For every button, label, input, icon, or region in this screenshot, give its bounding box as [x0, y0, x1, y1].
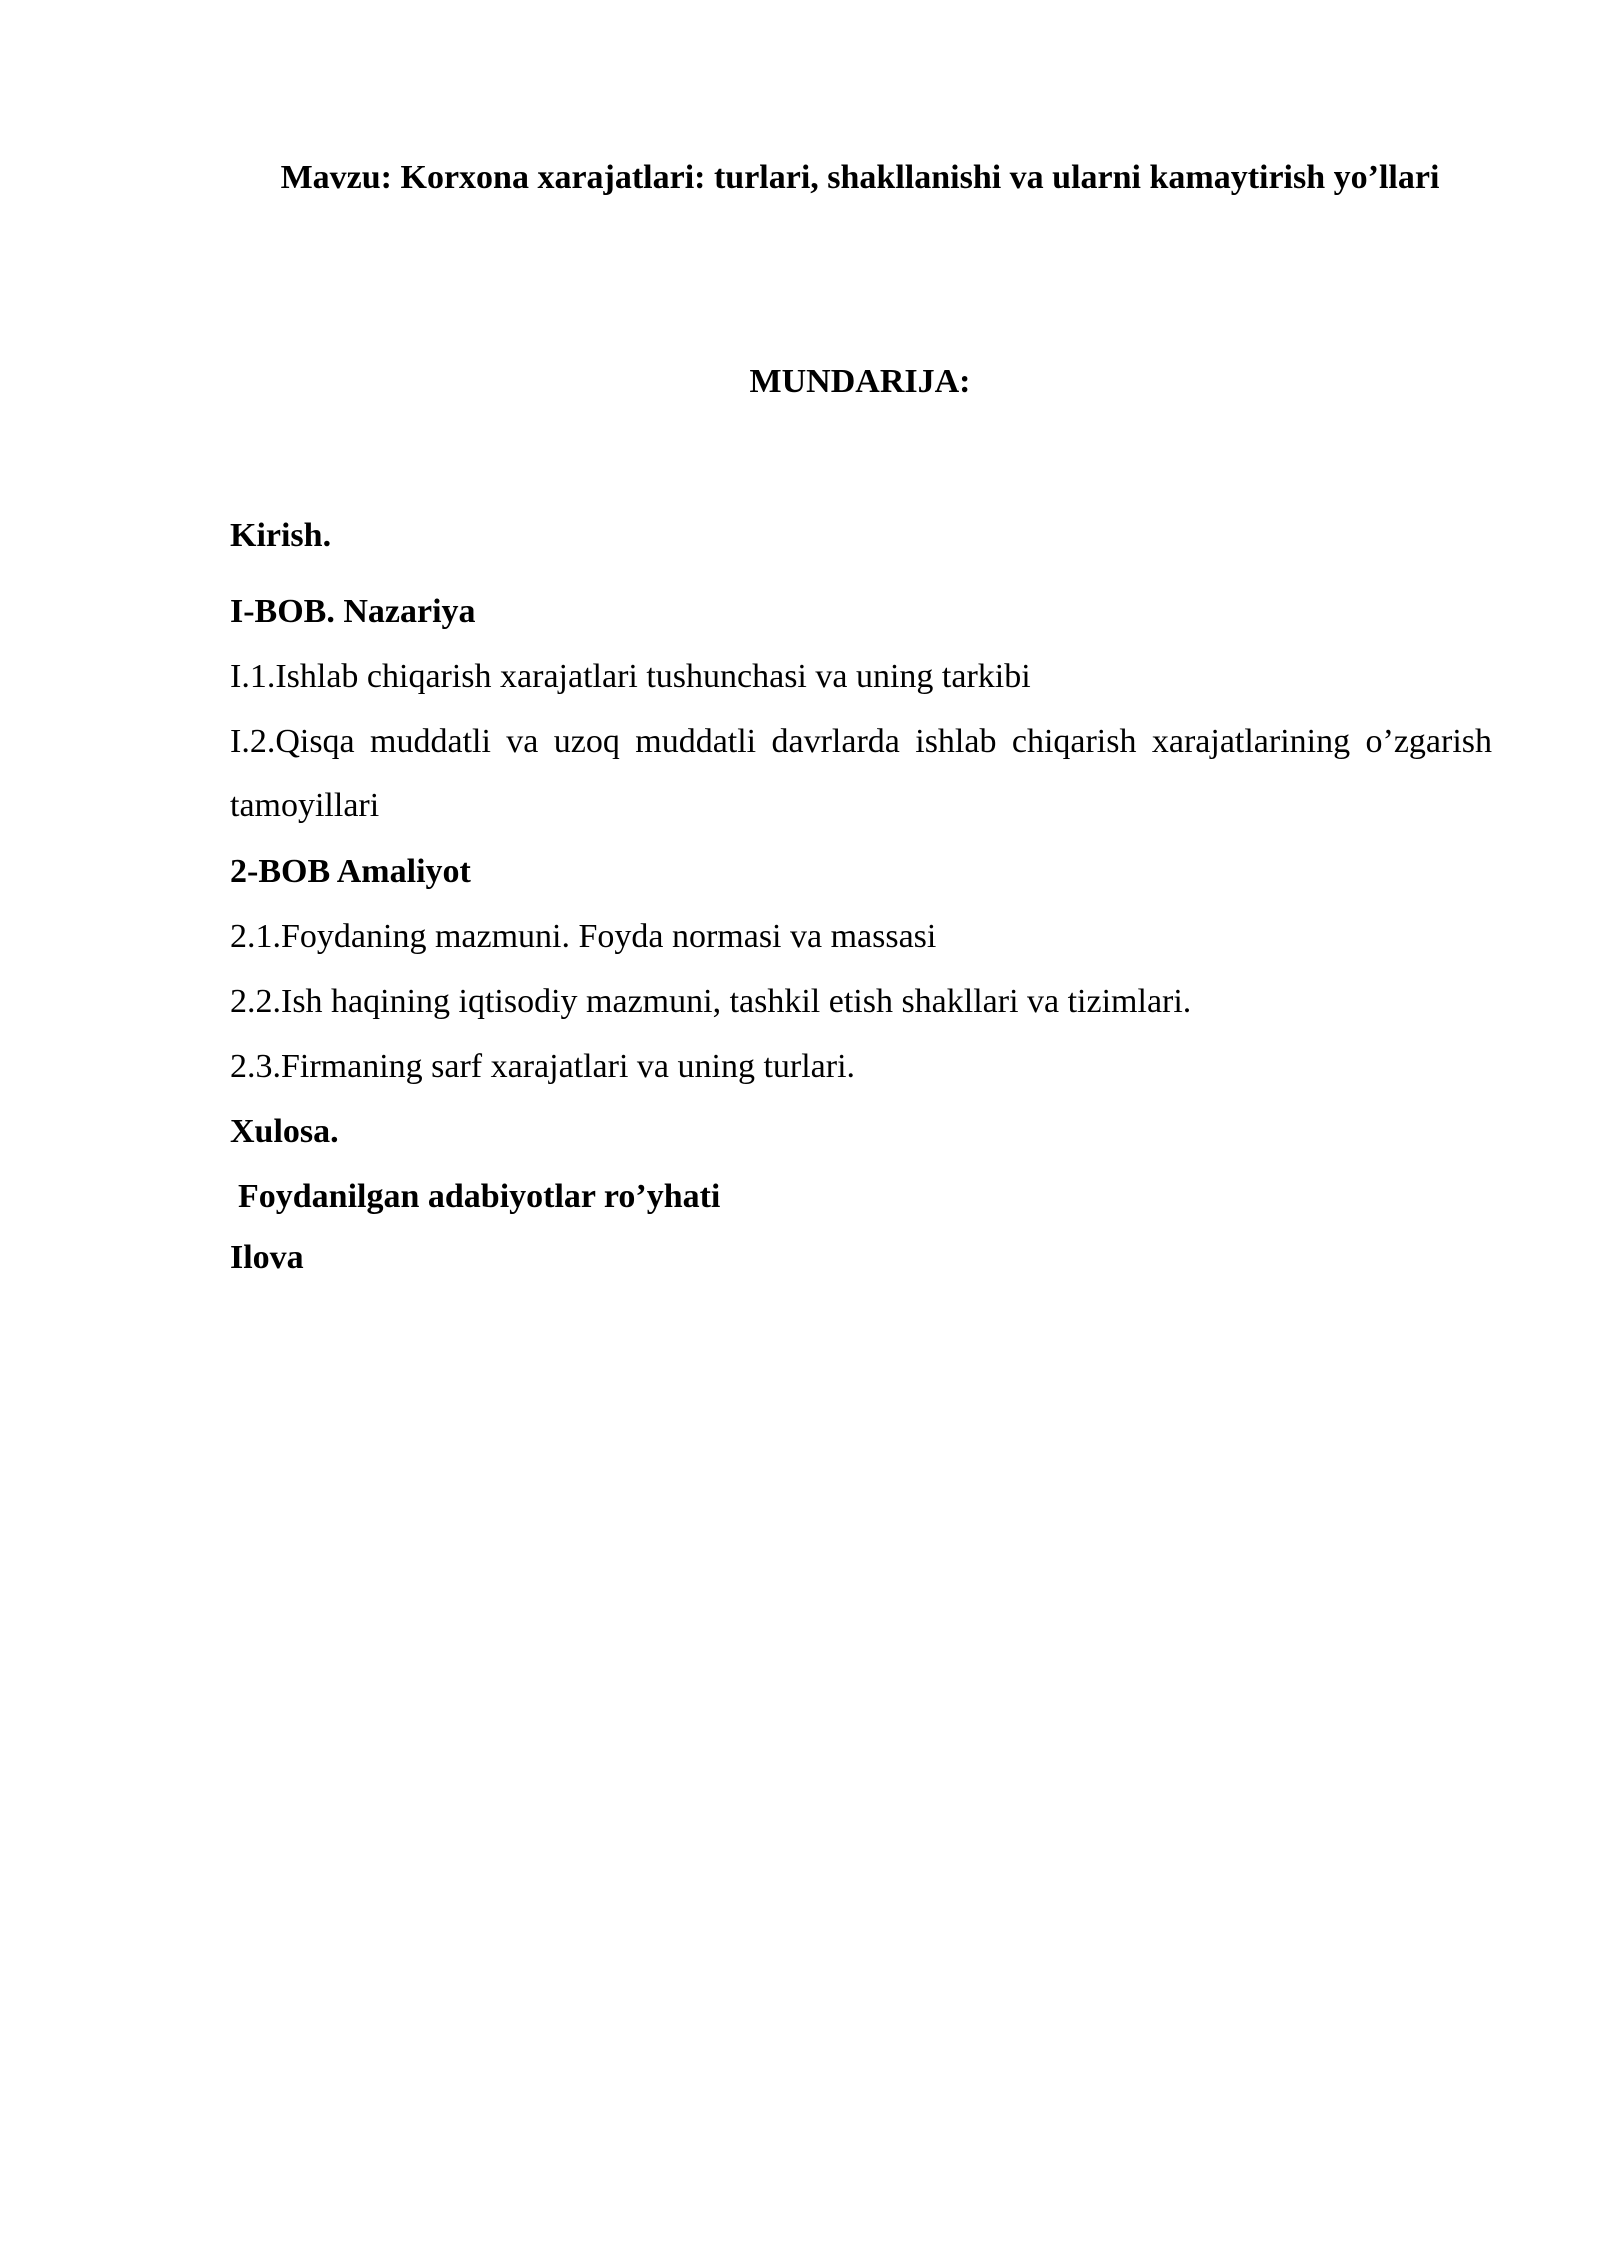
toc-item-section-2-1: 2.1.Foydaning mazmuni. Foyda normasi va massasi — [230, 918, 937, 955]
toc-item-intro: Kirish. — [230, 517, 332, 554]
document-title: Mavzu: Korxona xarajatlari: turlari, shakllanishi va ularni kamaytirish yo’llari — [280, 159, 1440, 196]
toc-item-conclusion: Xulosa. — [230, 1113, 339, 1150]
toc-item-section-2-3: 2.3.Firmaning sarf xarajatlari va uning turlari. — [230, 1048, 856, 1085]
toc-item-references: Foydanilgan adabiyotlar ro’yhati — [238, 1178, 721, 1215]
toc-item-chapter-2: 2-BOB Amaliyot — [230, 853, 471, 890]
toc-item-section-1-1: I.1.Ishlab chiqarish xarajatlari tushunchasi va uning tarkibi — [230, 658, 1031, 695]
toc-item-section-2-2: 2.2.Ish haqining iqtisodiy mazmuni, tashkil etish shakllari va tizimlari. — [230, 983, 1192, 1020]
toc-item-chapter-1: I-BOB. Nazariya — [230, 593, 476, 630]
toc-item-appendix: Ilova — [230, 1239, 304, 1276]
toc-heading: MUNDARIJA: — [749, 363, 971, 400]
toc-item-section-1-2: I.2.Qisqa muddatli va uzoq muddatli davrlarda ishlab chiqarish xarajatlarining o’zgarish tamoyillari — [230, 723, 1492, 824]
